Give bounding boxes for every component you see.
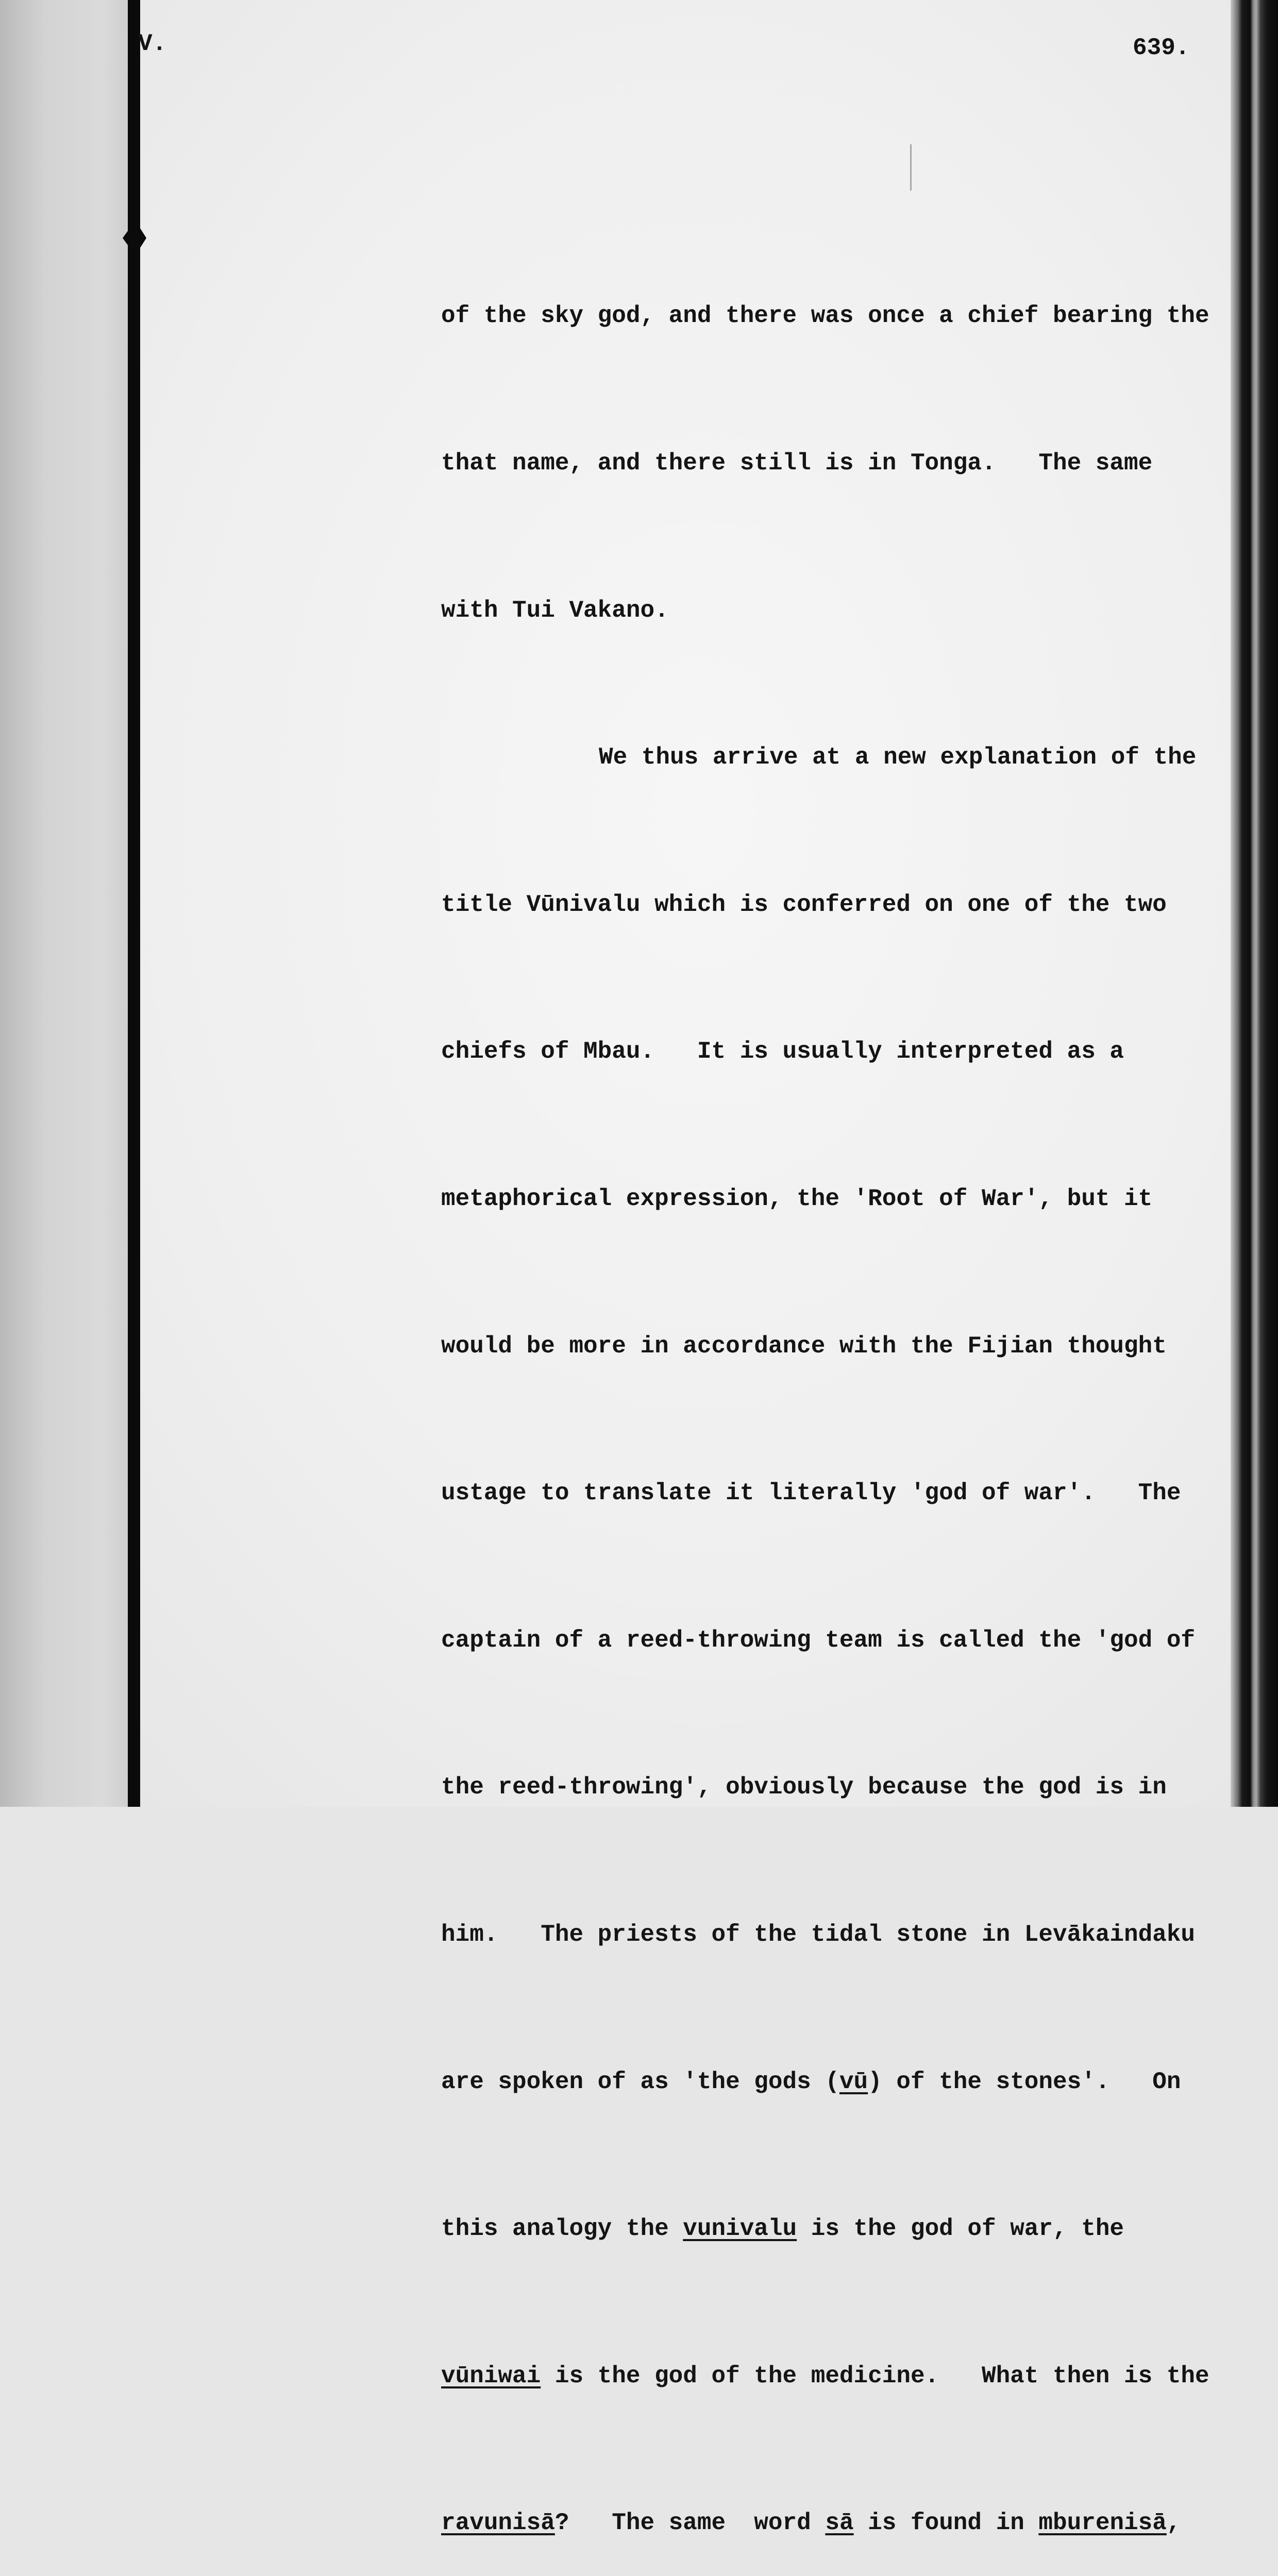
- text-line: [441, 1616, 1230, 1665]
- underlined-term: sā: [825, 2510, 854, 2537]
- text-segment: ,: [1166, 2510, 1181, 2537]
- text-segment: him. The priests of the tidal stone in Levākaindaku: [441, 1921, 1196, 1948]
- underlined-term: vūniwai: [441, 2362, 541, 2389]
- text-line: [441, 2205, 1230, 2253]
- text-line: [441, 292, 1230, 341]
- text-segment: ustage to translate it literally 'god of war'. The: [441, 1480, 1181, 1507]
- underlined-term: mburenisā: [1038, 2510, 1167, 2537]
- margin-notch: [123, 227, 131, 249]
- text-line: [441, 1027, 1230, 1076]
- text-line: [441, 2058, 1230, 2107]
- text-segment: is the god of the medicine. What then is the: [541, 2362, 1209, 2389]
- text-segment: title Vūnivalu which is conferred on one of the two: [441, 891, 1167, 918]
- underlined-term: vunivalu: [683, 2215, 797, 2243]
- text-segment: that name, and there still is in Tonga. The same: [441, 450, 1153, 477]
- underlined-term: ravunisā: [441, 2510, 555, 2537]
- text-segment: is found in: [853, 2510, 1039, 2537]
- pencil-mark: [910, 144, 912, 191]
- text-line: [441, 880, 1230, 929]
- text-segment: chiefs of Mbau. It is usually interpreted as a: [441, 1038, 1124, 1065]
- typescript-body: [441, 194, 1230, 2576]
- text-segment: are spoken of as 'the gods (: [441, 2068, 839, 2095]
- text-line: [441, 2499, 1230, 2548]
- text-line: [441, 439, 1230, 488]
- text-segment: would be more in accordance with the Fijian thought: [441, 1332, 1167, 1360]
- binding-line: [128, 0, 140, 1807]
- text-segment: the reed-throwing', obviously because the god is in: [441, 1774, 1167, 1801]
- right-edge-shadow: [1231, 0, 1278, 1807]
- text-segment: of the sky god, and there was once a chief bearing the: [441, 302, 1209, 330]
- text-line: [441, 586, 1230, 635]
- text-segment: ) of the stones'. On: [868, 2068, 1181, 2095]
- text-line: [441, 1175, 1230, 1224]
- text-line: [441, 1763, 1230, 1812]
- text-line: [441, 2352, 1230, 2401]
- text-segment: is the god of war, the: [797, 2215, 1124, 2243]
- text-segment: We thus arrive at a new explanation of the: [599, 744, 1197, 771]
- text-segment: captain of a reed-throwing team is called the 'god of: [441, 1626, 1196, 1654]
- text-segment: metaphorical expression, the 'Root of War', but it: [441, 1185, 1153, 1212]
- text-line: [441, 1910, 1230, 1959]
- text-segment: ? The same word: [554, 2510, 826, 2537]
- text-segment: with Tui Vakano.: [441, 597, 669, 624]
- page-number: 639.: [1133, 35, 1190, 61]
- text-segment: this analogy the: [441, 2215, 683, 2243]
- chapter-mark: V.: [138, 30, 167, 57]
- text-line: [441, 1322, 1230, 1371]
- margin-notch-right: [139, 227, 146, 249]
- page-gutter: [0, 0, 128, 1807]
- text-line: [441, 733, 1230, 782]
- underlined-term: vū: [839, 2068, 868, 2095]
- text-line: [441, 1469, 1230, 1518]
